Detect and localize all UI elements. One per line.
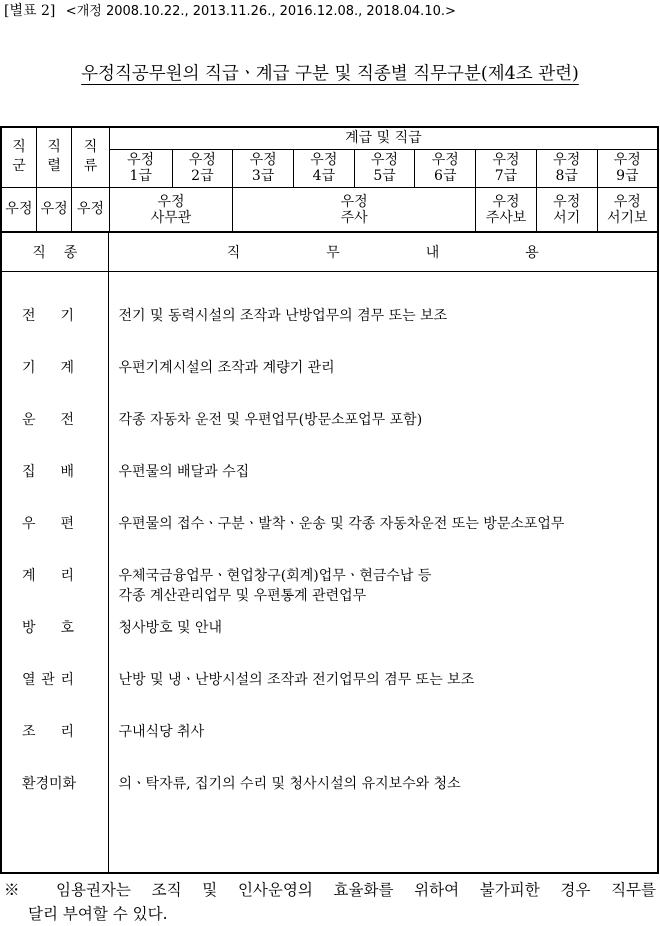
category-item: [2, 358, 108, 410]
rank-header: 계급 및 직급: [109, 127, 658, 149]
rank-cell: 우정 8급: [536, 149, 597, 187]
category-text: 환경미화: [22, 776, 77, 792]
group-label: 우정: [72, 187, 109, 232]
duty-text: 각종 자동차 운전 및 우편업무(방문소포업무 포함): [118, 412, 423, 428]
category-text: 우 편: [22, 516, 74, 532]
category-column: [1, 272, 108, 874]
rank-cell: 우정 2급: [172, 149, 233, 187]
category-text: 집 배: [22, 464, 74, 480]
duty-text: 우편기계시설의 조작과 계량기 관리: [118, 360, 335, 376]
rank-cell: 우정 9급: [597, 149, 658, 187]
footnote-line-2: 달리 부여할 수 있다.: [28, 905, 168, 923]
rank-cell: 우정 6급: [415, 149, 476, 187]
category-text: 운 전: [22, 412, 74, 428]
duty-text: 우체국금융업무ㆍ현업창구(회계)업무ㆍ현금수납 등 각종 계산관리업무 및 우편통계 관련업무: [118, 568, 432, 604]
category-item: [2, 670, 108, 722]
position-samugwan: 우정 사무관: [109, 187, 232, 232]
group-label: 우정: [36, 187, 71, 232]
table-number: [별표 2]: [4, 3, 56, 19]
position-jusa: 우정 주사: [233, 187, 476, 232]
category-item: [2, 462, 108, 514]
duty-text: 난방 및 냉ㆍ난방시설의 조작과 전기업무의 겸무 또는 보조: [118, 672, 475, 688]
col-label-jikgun: 직 군: [1, 127, 36, 187]
footnote-line-1: ※ 임용권자는 조직 및 인사운영의 효율화를 위하여 불가피한 경우 직무를: [4, 881, 656, 899]
category-item: [2, 722, 108, 774]
duty-text: 구내식당 취사: [118, 724, 205, 740]
category-text: 전 기: [22, 308, 74, 324]
category-text: 기 계: [22, 360, 74, 376]
rank-cell: 우정 4급: [293, 149, 354, 187]
group-label: 우정: [1, 187, 36, 232]
col-header-category: 직종: [1, 232, 108, 272]
duty-text: 전기 및 동력시설의 조작과 난방업무의 겸무 또는 보조: [118, 308, 448, 324]
duty-text: 우편물의 배달과 수집: [118, 464, 250, 480]
category-item: [2, 618, 108, 670]
rank-cell: 우정 1급: [109, 149, 172, 187]
category-item: [2, 566, 108, 618]
col-header-duty: 직무내용: [108, 232, 658, 272]
duty-text: 우편물의 접수ㆍ구분ㆍ발착ㆍ운송 및 각종 자동차운전 또는 방문소포업무: [118, 516, 565, 532]
category-item: [2, 774, 108, 826]
category-text: 조 리: [22, 724, 74, 740]
position-seogi: 우정 서기: [536, 187, 597, 232]
duty-text: 청사방호 및 안내: [118, 620, 223, 636]
position-jusabo: 우정 주사보: [476, 187, 537, 232]
category-item: [2, 306, 108, 358]
category-item: [2, 410, 108, 462]
duty-text: 의ㆍ탁자류, 집기의 수리 및 청사시설의 유지보수와 청소: [118, 776, 461, 792]
category-text: 열 관 리: [22, 672, 74, 688]
position-seogibo: 우정 서기보: [597, 187, 658, 232]
category-text: 방 호: [22, 620, 74, 636]
footnote: [4, 878, 656, 926]
rank-cell: 우정 7급: [476, 149, 537, 187]
duty-table: [0, 231, 659, 874]
grade-rank-table: [0, 126, 659, 233]
col-label-jikryu: 직 류: [72, 127, 109, 187]
category-item: [2, 514, 108, 566]
table-number-line: [4, 0, 456, 20]
duty-column: [108, 272, 658, 874]
rank-cell: 우정 5급: [354, 149, 415, 187]
page-title: 우정직공무원의 직급ㆍ계급 구분 및 직종별 직무구분(제4조 관련): [81, 64, 579, 84]
category-text: 계 리: [22, 568, 74, 584]
rank-cell: 우정 3급: [233, 149, 294, 187]
amendment-dates: <개정 2008.10.22., 2013.11.26., 2016.12.08., 2018.04.10.>: [65, 4, 456, 19]
col-label-jikryeol: 직 렬: [36, 127, 71, 187]
